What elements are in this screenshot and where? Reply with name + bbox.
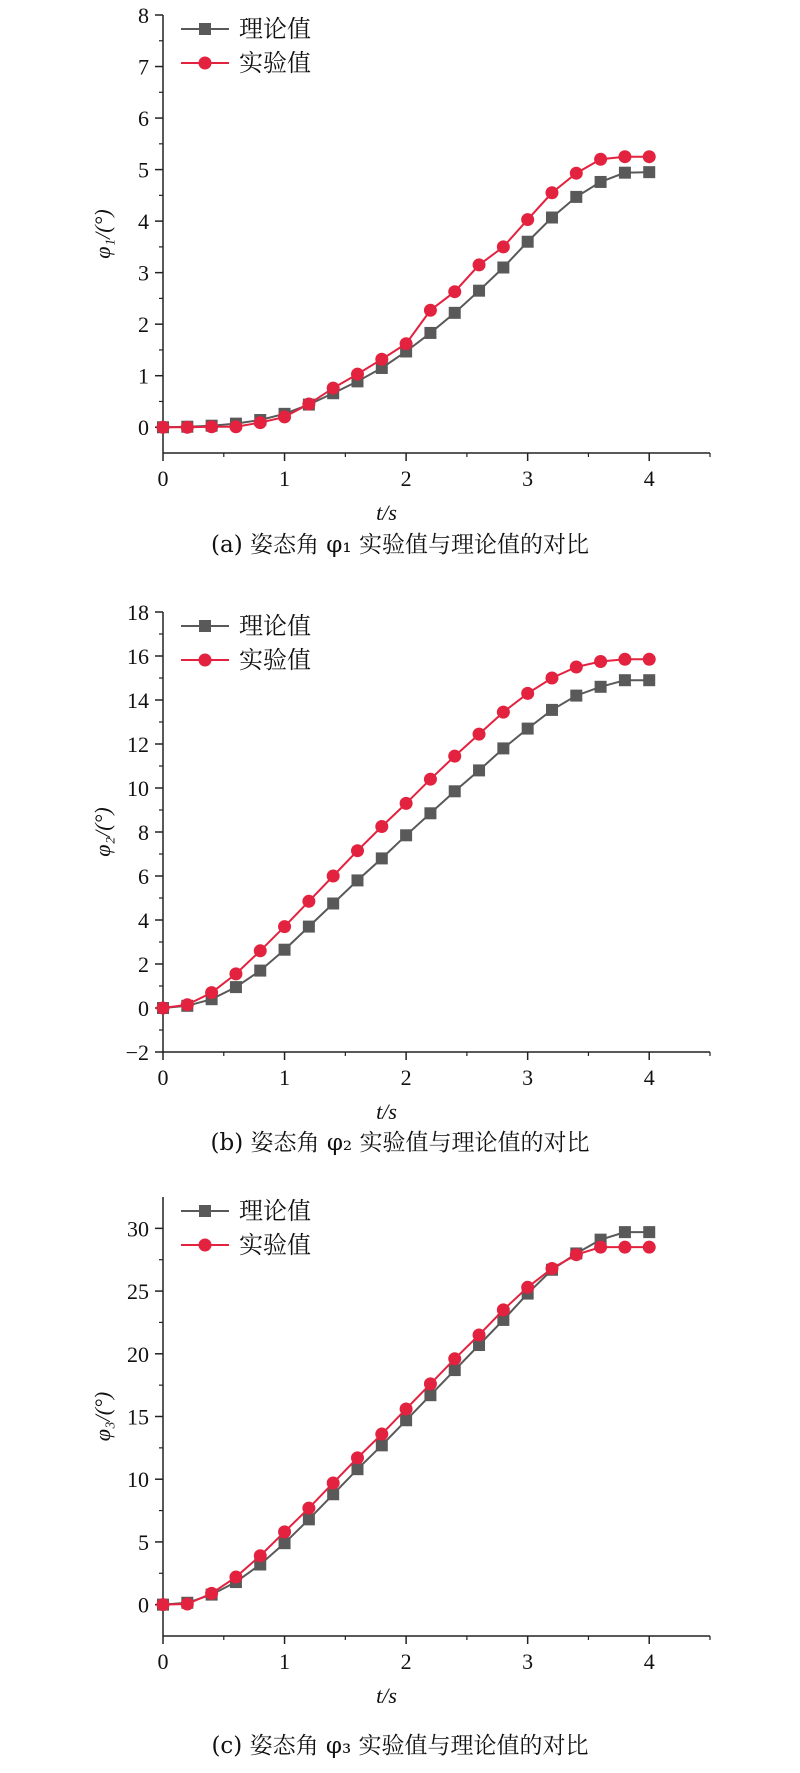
theory-point <box>351 874 363 886</box>
experiment-point <box>497 1303 510 1316</box>
experiment-point <box>448 750 461 763</box>
y-tick-label: 0 <box>138 1592 149 1618</box>
theory-point <box>473 285 485 297</box>
y-axis-title: φ₂/(°) <box>90 807 115 857</box>
y-tick-label: 1 <box>138 363 149 389</box>
experiment-point <box>521 1281 534 1294</box>
experiment-point <box>254 944 267 957</box>
theory-point <box>619 167 631 179</box>
x-tick-label: 3 <box>522 1065 534 1090</box>
experiment-point <box>545 672 558 685</box>
legend-marker-experiment <box>199 57 212 70</box>
legend-label-experiment: 实验值 <box>239 1231 311 1259</box>
experiment-point <box>424 304 437 317</box>
experiment-point <box>181 421 194 434</box>
theory-point <box>400 1414 412 1426</box>
experiment-point <box>570 167 583 180</box>
experiment-point <box>473 258 486 271</box>
experiment-point <box>278 410 291 423</box>
y-tick-label: −2 <box>125 1040 149 1065</box>
experiment-point <box>229 967 242 980</box>
y-tick-label: 6 <box>138 106 149 132</box>
y-tick-label: 0 <box>138 996 149 1021</box>
experiment-point <box>594 1241 607 1254</box>
experiment-point <box>302 398 315 411</box>
experiment-point <box>448 1352 461 1365</box>
panel-c-chart <box>90 1197 710 1759</box>
experiment-point <box>497 240 510 253</box>
theory-point <box>400 829 412 841</box>
legend-label-experiment: 实验值 <box>239 646 311 674</box>
y-tick-label: 30 <box>127 1216 149 1242</box>
theory-point <box>279 944 291 956</box>
experiment-point <box>205 420 218 433</box>
theory-point <box>595 176 607 188</box>
theory-point <box>522 236 534 248</box>
legend-label-theory: 理论值 <box>239 1197 311 1225</box>
theory-series-line <box>163 680 649 1008</box>
y-tick-label: 12 <box>127 732 149 757</box>
experiment-point <box>473 1328 486 1341</box>
y-tick-label: 3 <box>138 260 149 286</box>
theory-point <box>595 681 607 693</box>
experiment-point <box>157 1002 170 1015</box>
x-tick-label: 1 <box>279 1065 291 1090</box>
experiment-point <box>643 653 656 666</box>
y-tick-label: 6 <box>138 864 149 889</box>
legend-marker-experiment <box>199 1239 212 1252</box>
theory-point <box>424 1389 436 1401</box>
legend-label-theory: 理论值 <box>239 15 311 43</box>
experiment-point <box>327 870 340 883</box>
experiment-point <box>497 706 510 719</box>
panel-caption: (c) 姿态角 φ₃ 实验值与理论值的对比 <box>211 1733 589 1759</box>
x-tick-label: 0 <box>157 1065 169 1090</box>
theory-point <box>303 921 315 933</box>
experiment-point <box>181 998 194 1011</box>
experiment-point <box>229 420 242 433</box>
x-tick-label: 2 <box>400 466 412 491</box>
legend-label-theory: 理论值 <box>239 612 311 640</box>
experiment-point <box>618 1241 631 1254</box>
experiment-point <box>278 920 291 933</box>
experiment-point <box>570 1248 583 1261</box>
experiment-point <box>424 1377 437 1390</box>
y-tick-label: 16 <box>127 644 149 669</box>
y-tick-label: 2 <box>138 312 149 338</box>
theory-point <box>351 1463 363 1475</box>
theory-point <box>643 674 655 686</box>
theory-point <box>376 1439 388 1451</box>
y-tick-label: 10 <box>127 1467 149 1493</box>
theory-point <box>619 674 631 686</box>
legend-marker-theory <box>199 620 211 632</box>
experiment-point <box>157 1598 170 1611</box>
theory-point <box>254 965 266 977</box>
experiment-point <box>400 797 413 810</box>
experiment-point <box>643 1241 656 1254</box>
theory-point <box>570 191 582 203</box>
x-tick-label: 4 <box>643 1649 655 1674</box>
y-axis-title: φ₁/(°) <box>90 209 115 259</box>
x-tick-label: 2 <box>400 1649 412 1674</box>
experiment-point <box>618 653 631 666</box>
y-tick-label: 5 <box>138 1529 149 1555</box>
legend-marker-theory <box>199 1205 211 1217</box>
y-tick-label: 18 <box>127 600 149 625</box>
experiment-point <box>327 1476 340 1489</box>
experiment-point <box>375 353 388 366</box>
theory-point <box>376 852 388 864</box>
experiment-point <box>327 382 340 395</box>
experiment-point <box>424 773 437 786</box>
theory-point <box>497 742 509 754</box>
experiment-point <box>351 368 364 381</box>
experiment-point <box>229 1571 242 1584</box>
y-tick-label: 10 <box>127 776 149 801</box>
y-tick-label: 15 <box>127 1404 149 1430</box>
x-tick-label: 4 <box>643 466 655 491</box>
experiment-point <box>643 150 656 163</box>
x-tick-label: 3 <box>522 1649 534 1674</box>
experiment-point <box>205 1587 218 1600</box>
experiment-point <box>521 213 534 226</box>
x-tick-label: 2 <box>400 1065 412 1090</box>
panel-caption: (b) 姿态角 φ₂ 实验值与理论值的对比 <box>210 1130 590 1156</box>
y-tick-label: 5 <box>138 157 149 183</box>
y-tick-label: 2 <box>138 952 149 977</box>
experiment-point <box>351 844 364 857</box>
theory-point <box>303 1513 315 1525</box>
theory-point <box>449 1364 461 1376</box>
theory-point <box>424 327 436 339</box>
theory-point <box>424 807 436 819</box>
experiment-point <box>375 1428 388 1441</box>
x-tick-label: 1 <box>279 466 291 491</box>
legend-label-experiment: 实验值 <box>239 49 311 77</box>
experiment-point <box>400 1402 413 1415</box>
theory-point <box>546 704 558 716</box>
experiment-point <box>473 728 486 741</box>
experiment-point <box>302 895 315 908</box>
theory-point <box>570 690 582 702</box>
theory-point <box>522 723 534 735</box>
theory-point <box>327 1488 339 1500</box>
legend-marker-experiment <box>199 654 212 667</box>
experiment-point <box>594 153 607 166</box>
experiment-point <box>254 416 267 429</box>
experiment-point <box>400 337 413 350</box>
experiment-point <box>278 1525 291 1538</box>
y-tick-label: 14 <box>127 688 149 713</box>
y-tick-label: 7 <box>138 54 149 80</box>
theory-point <box>327 898 339 910</box>
x-axis-title: t/s <box>376 500 397 525</box>
experiment-point <box>254 1549 267 1562</box>
experiment-point <box>448 285 461 298</box>
experiment-point <box>351 1451 364 1464</box>
theory-point <box>643 1226 655 1238</box>
experiment-point <box>205 986 218 999</box>
theory-point <box>619 1226 631 1238</box>
experiment-point <box>375 820 388 833</box>
experiment-point <box>618 150 631 163</box>
y-tick-label: 8 <box>138 820 149 845</box>
theory-point <box>230 981 242 993</box>
y-tick-label: 8 <box>138 3 149 28</box>
theory-series-line <box>163 172 649 427</box>
panel-caption: (a) 姿态角 φ₁ 实验值与理论值的对比 <box>211 532 589 558</box>
y-axis-title: φ₃/(°) <box>90 1391 115 1442</box>
theory-point <box>643 166 655 178</box>
theory-point <box>497 261 509 273</box>
experiment-point <box>181 1598 194 1611</box>
x-axis-title: t/s <box>376 1683 397 1708</box>
y-tick-label: 25 <box>127 1279 149 1305</box>
experiment-point <box>521 687 534 700</box>
theory-point <box>546 212 558 224</box>
y-tick-label: 20 <box>127 1341 149 1367</box>
y-tick-label: 4 <box>138 908 149 933</box>
theory-point <box>473 764 485 776</box>
x-tick-label: 4 <box>643 1065 655 1090</box>
x-axis-title: t/s <box>376 1099 397 1124</box>
panel-a-chart <box>90 3 710 558</box>
experiment-point <box>570 661 583 674</box>
y-tick-label: 0 <box>138 415 149 441</box>
experiment-point <box>157 421 170 434</box>
experiment-point <box>594 655 607 668</box>
legend-marker-theory <box>199 23 211 35</box>
x-tick-label: 3 <box>522 466 534 491</box>
y-tick-label: 4 <box>138 209 149 235</box>
experiment-point <box>545 1262 558 1275</box>
x-tick-label: 0 <box>157 1649 169 1674</box>
experiment-point <box>545 186 558 199</box>
experiment-point <box>302 1502 315 1515</box>
x-tick-label: 1 <box>279 1649 291 1674</box>
theory-point <box>449 785 461 797</box>
x-tick-label: 0 <box>157 466 169 491</box>
theory-point <box>279 1537 291 1549</box>
panel-b-chart <box>90 600 710 1156</box>
theory-point <box>449 307 461 319</box>
